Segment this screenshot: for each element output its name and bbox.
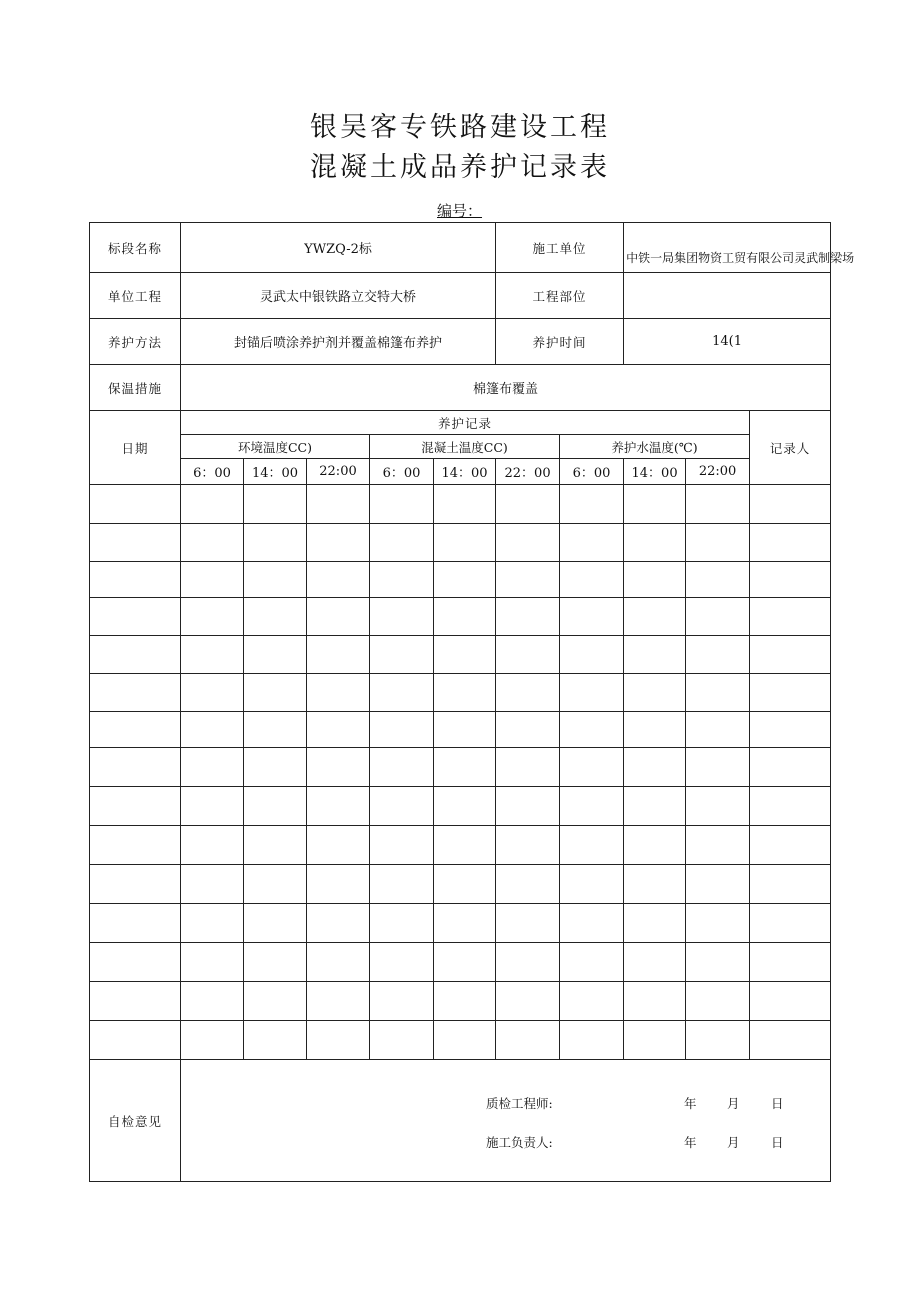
record-temp-cell[interactable] (624, 982, 686, 1021)
record-temp-cell[interactable] (496, 982, 560, 1021)
record-temp-cell[interactable] (686, 943, 750, 982)
inspection-sign-area (181, 1060, 831, 1182)
record-temp-cell[interactable] (496, 636, 560, 674)
project-part-value (624, 273, 831, 319)
record-temp-cell[interactable] (686, 598, 750, 636)
insulation-label: 保温措施 (90, 365, 181, 411)
record-recorder-cell[interactable] (750, 674, 831, 712)
record-temp-cell[interactable] (244, 865, 307, 904)
qc-day-label: 日 (771, 1096, 784, 1111)
record-temp-cell[interactable] (244, 485, 307, 524)
record-recorder-cell[interactable] (750, 787, 831, 826)
record-temp-cell[interactable] (624, 865, 686, 904)
qc-engineer-line (181, 1094, 830, 1114)
record-recorder-cell[interactable] (750, 826, 831, 865)
lead-day-label: 日 (771, 1135, 784, 1150)
record-date-cell[interactable] (90, 598, 181, 636)
record-row (90, 485, 831, 524)
record-temp-cell[interactable] (307, 674, 370, 712)
record-temp-cell[interactable] (244, 562, 307, 598)
record-temp-cell[interactable] (496, 826, 560, 865)
record-temp-cell[interactable] (370, 485, 434, 524)
form-title-line1: 银吴客专铁路建设工程 (310, 112, 610, 143)
record-row (90, 865, 831, 904)
record-temp-cell[interactable] (624, 674, 686, 712)
record-rows (90, 485, 831, 1060)
record-row (90, 943, 831, 982)
record-temp-cell[interactable] (560, 636, 624, 674)
record-temp-cell[interactable] (181, 674, 244, 712)
time-ambient-2200: 22:00 (307, 459, 370, 485)
record-temp-cell[interactable] (244, 982, 307, 1021)
ambient-temp-header: 环境温度CC) (181, 435, 370, 459)
record-temp-cell[interactable] (624, 943, 686, 982)
curing-method-label: 养护方法 (90, 319, 181, 365)
record-temp-cell[interactable] (307, 826, 370, 865)
record-date-cell[interactable] (90, 562, 181, 598)
record-temp-cell[interactable] (496, 865, 560, 904)
record-temp-cell[interactable] (370, 524, 434, 562)
record-temp-cell[interactable] (370, 1021, 434, 1060)
water-temp-header: 养护水温度(℃) (560, 435, 750, 459)
time-concrete-2200: 22：00 (496, 459, 560, 485)
record-date-cell[interactable] (90, 865, 181, 904)
record-temp-cell[interactable] (307, 636, 370, 674)
construction-lead-line (181, 1133, 830, 1153)
record-temp-cell[interactable] (686, 865, 750, 904)
record-temp-cell[interactable] (244, 904, 307, 943)
record-row (90, 598, 831, 636)
record-temp-cell[interactable] (181, 982, 244, 1021)
qc-year-label: 年 (684, 1096, 697, 1111)
record-temp-cell[interactable] (686, 1021, 750, 1060)
record-temp-cell[interactable] (434, 787, 496, 826)
record-row (90, 674, 831, 712)
record-temp-cell[interactable] (560, 982, 624, 1021)
info-row-section (90, 223, 831, 273)
record-temp-cell[interactable] (181, 826, 244, 865)
record-date-cell[interactable] (90, 674, 181, 712)
record-temp-cell[interactable] (181, 748, 244, 787)
record-temp-cell[interactable] (370, 826, 434, 865)
record-temp-cell[interactable] (686, 562, 750, 598)
record-temp-cell[interactable] (370, 562, 434, 598)
record-temp-cell[interactable] (560, 943, 624, 982)
record-recorder-cell[interactable] (750, 562, 831, 598)
record-temp-cell[interactable] (307, 524, 370, 562)
record-temp-cell[interactable] (496, 485, 560, 524)
record-temp-cell[interactable] (686, 787, 750, 826)
record-date-cell[interactable] (90, 485, 181, 524)
record-temp-cell[interactable] (624, 904, 686, 943)
record-temp-cell[interactable] (370, 943, 434, 982)
record-recorder-cell[interactable] (750, 712, 831, 748)
record-temp-cell[interactable] (370, 636, 434, 674)
record-temp-cell[interactable] (244, 787, 307, 826)
date-column-header: 日期 (90, 411, 181, 485)
record-temp-cell[interactable] (434, 636, 496, 674)
record-temp-cell[interactable] (686, 485, 750, 524)
record-temp-cell[interactable] (434, 485, 496, 524)
record-date-cell[interactable] (90, 1021, 181, 1060)
record-temp-cell[interactable] (624, 524, 686, 562)
record-temp-cell[interactable] (244, 636, 307, 674)
time-water-0600: 6：00 (560, 459, 624, 485)
record-temp-cell[interactable] (181, 636, 244, 674)
record-temp-cell[interactable] (624, 826, 686, 865)
record-temp-cell[interactable] (244, 674, 307, 712)
record-row (90, 904, 831, 943)
info-row-curing (90, 319, 831, 365)
record-date-cell[interactable] (90, 904, 181, 943)
record-temp-cell[interactable] (624, 712, 686, 748)
record-date-cell[interactable] (90, 712, 181, 748)
record-recorder-cell[interactable] (750, 748, 831, 787)
unit-project-value: 灵武太中银铁路立交特大桥 (181, 273, 496, 319)
record-temp-cell[interactable] (624, 787, 686, 826)
record-temp-cell[interactable] (434, 674, 496, 712)
time-water-1400: 14：00 (624, 459, 686, 485)
record-recorder-cell[interactable] (750, 636, 831, 674)
record-temp-cell[interactable] (686, 636, 750, 674)
curing-time-label: 养护时间 (496, 319, 624, 365)
record-temp-cell[interactable] (624, 485, 686, 524)
record-header-row-1 (90, 411, 831, 435)
record-temp-cell[interactable] (370, 787, 434, 826)
record-temp-cell[interactable] (434, 982, 496, 1021)
project-part-label: 工程部位 (496, 273, 624, 319)
record-recorder-cell[interactable] (750, 865, 831, 904)
record-temp-cell[interactable] (686, 712, 750, 748)
record-temp-cell[interactable] (686, 904, 750, 943)
record-recorder-cell[interactable] (750, 485, 831, 524)
record-header-row-2 (90, 435, 831, 459)
record-temp-cell[interactable] (244, 943, 307, 982)
record-temp-cell[interactable] (624, 598, 686, 636)
record-temp-cell[interactable] (434, 943, 496, 982)
record-temp-cell[interactable] (496, 787, 560, 826)
record-temp-cell[interactable] (370, 982, 434, 1021)
record-temp-cell[interactable] (434, 865, 496, 904)
record-temp-cell[interactable] (560, 787, 624, 826)
record-temp-cell[interactable] (686, 826, 750, 865)
record-temp-cell[interactable] (244, 748, 307, 787)
record-temp-cell[interactable] (686, 524, 750, 562)
record-row (90, 524, 831, 562)
record-temp-cell[interactable] (434, 1021, 496, 1060)
insulation-value: 棉篷布覆盖 (181, 365, 831, 411)
inspection-label: 自检意见 (90, 1060, 181, 1182)
record-recorder-cell[interactable] (750, 904, 831, 943)
record-temp-cell[interactable] (181, 598, 244, 636)
record-temp-cell[interactable] (434, 562, 496, 598)
record-temp-cell[interactable] (496, 1021, 560, 1060)
record-recorder-cell[interactable] (750, 598, 831, 636)
form-title-line2: 混凝土成品养护记录表 (310, 152, 610, 183)
qc-engineer-label: 质检工程师: (486, 1096, 553, 1111)
record-temp-cell[interactable] (496, 674, 560, 712)
record-date-cell[interactable] (90, 982, 181, 1021)
record-temp-cell[interactable] (307, 562, 370, 598)
record-row (90, 636, 831, 674)
record-temp-cell[interactable] (370, 674, 434, 712)
record-temp-cell[interactable] (181, 1021, 244, 1060)
record-temp-cell[interactable] (496, 748, 560, 787)
record-row (90, 748, 831, 787)
record-temp-cell[interactable] (434, 904, 496, 943)
qc-month-label: 月 (727, 1096, 740, 1111)
record-temp-cell[interactable] (434, 598, 496, 636)
record-temp-cell[interactable] (181, 712, 244, 748)
record-row (90, 826, 831, 865)
record-temp-cell[interactable] (496, 712, 560, 748)
record-temp-cell[interactable] (434, 524, 496, 562)
record-temp-cell[interactable] (560, 826, 624, 865)
record-temp-cell[interactable] (560, 524, 624, 562)
record-temp-cell[interactable] (181, 524, 244, 562)
record-recorder-cell[interactable] (750, 943, 831, 982)
record-temp-cell[interactable] (686, 748, 750, 787)
record-header-row-3 (90, 459, 831, 485)
record-temp-cell[interactable] (181, 562, 244, 598)
record-temp-cell[interactable] (181, 904, 244, 943)
record-temp-cell[interactable] (370, 712, 434, 748)
info-row-project (90, 273, 831, 319)
inspection-row (90, 1060, 831, 1182)
record-temp-cell[interactable] (560, 562, 624, 598)
record-temp-cell[interactable] (560, 674, 624, 712)
section-name-label: 标段名称 (90, 223, 181, 273)
record-temp-cell[interactable] (496, 562, 560, 598)
record-temp-cell[interactable] (624, 748, 686, 787)
record-temp-cell[interactable] (496, 598, 560, 636)
unit-project-label: 单位工程 (90, 273, 181, 319)
record-temp-cell[interactable] (624, 636, 686, 674)
record-temp-cell[interactable] (307, 865, 370, 904)
record-temp-cell[interactable] (370, 748, 434, 787)
record-temp-cell[interactable] (496, 943, 560, 982)
record-date-cell[interactable] (90, 748, 181, 787)
record-date-cell[interactable] (90, 943, 181, 982)
record-temp-cell[interactable] (370, 865, 434, 904)
curing-record-form (89, 222, 855, 1182)
record-temp-cell[interactable] (307, 982, 370, 1021)
serial-number-label: 编号： (437, 202, 483, 220)
record-temp-cell[interactable] (307, 904, 370, 943)
info-row-insulation (90, 365, 831, 411)
time-ambient-1400: 14：00 (244, 459, 307, 485)
record-temp-cell[interactable] (244, 1021, 307, 1060)
record-temp-cell[interactable] (560, 712, 624, 748)
record-temp-cell[interactable] (560, 485, 624, 524)
lead-year-label: 年 (684, 1135, 697, 1150)
record-temp-cell[interactable] (496, 904, 560, 943)
curing-record-header: 养护记录 (181, 411, 750, 435)
record-temp-cell[interactable] (496, 524, 560, 562)
record-temp-cell[interactable] (434, 748, 496, 787)
record-row (90, 562, 831, 598)
record-temp-cell[interactable] (624, 1021, 686, 1060)
record-temp-cell[interactable] (686, 982, 750, 1021)
record-date-cell[interactable] (90, 826, 181, 865)
record-temp-cell[interactable] (560, 904, 624, 943)
time-ambient-0600: 6：00 (181, 459, 244, 485)
construction-unit-value: 中铁一局集团物资工贸有限公司灵武制梁场 (624, 223, 831, 273)
record-temp-cell[interactable] (307, 748, 370, 787)
construction-unit-label: 施工单位 (496, 223, 624, 273)
record-temp-cell[interactable] (181, 787, 244, 826)
record-temp-cell[interactable] (244, 712, 307, 748)
record-temp-cell[interactable] (686, 674, 750, 712)
record-temp-cell[interactable] (434, 712, 496, 748)
record-recorder-cell[interactable] (750, 1021, 831, 1060)
record-temp-cell[interactable] (307, 598, 370, 636)
curing-time-value: 14(1 (624, 319, 831, 365)
concrete-temp-header: 混凝土温度CC) (370, 435, 560, 459)
time-water-2200: 22:00 (686, 459, 750, 485)
record-temp-cell[interactable] (244, 826, 307, 865)
record-temp-cell[interactable] (307, 787, 370, 826)
record-date-cell[interactable] (90, 636, 181, 674)
construction-lead-label: 施工负责人: (486, 1135, 553, 1150)
record-date-cell[interactable] (90, 787, 181, 826)
section-name-value: YWZQ-2标 (181, 223, 496, 273)
record-recorder-cell[interactable] (750, 982, 831, 1021)
curing-method-value: 封锚后喷涂养护剂并覆盖棉篷布养护 (181, 319, 496, 365)
record-temp-cell[interactable] (560, 1021, 624, 1060)
record-temp-cell[interactable] (307, 712, 370, 748)
time-concrete-1400: 14：00 (434, 459, 496, 485)
record-temp-cell[interactable] (560, 598, 624, 636)
record-temp-cell[interactable] (307, 1021, 370, 1060)
record-temp-cell[interactable] (181, 943, 244, 982)
time-concrete-0600: 6：00 (370, 459, 434, 485)
record-temp-cell[interactable] (560, 865, 624, 904)
record-temp-cell[interactable] (370, 598, 434, 636)
record-row (90, 712, 831, 748)
record-temp-cell[interactable] (307, 485, 370, 524)
record-temp-cell[interactable] (181, 485, 244, 524)
record-date-cell[interactable] (90, 524, 181, 562)
record-temp-cell[interactable] (307, 943, 370, 982)
record-temp-cell[interactable] (370, 904, 434, 943)
record-temp-cell[interactable] (434, 826, 496, 865)
record-temp-cell[interactable] (624, 562, 686, 598)
record-row (90, 1021, 831, 1060)
record-temp-cell[interactable] (560, 748, 624, 787)
record-temp-cell[interactable] (181, 865, 244, 904)
record-row (90, 982, 831, 1021)
record-row (90, 787, 831, 826)
record-recorder-cell[interactable] (750, 524, 831, 562)
record-temp-cell[interactable] (244, 524, 307, 562)
recorder-column-header: 记录人 (750, 411, 831, 485)
lead-month-label: 月 (727, 1135, 740, 1150)
record-temp-cell[interactable] (244, 598, 307, 636)
